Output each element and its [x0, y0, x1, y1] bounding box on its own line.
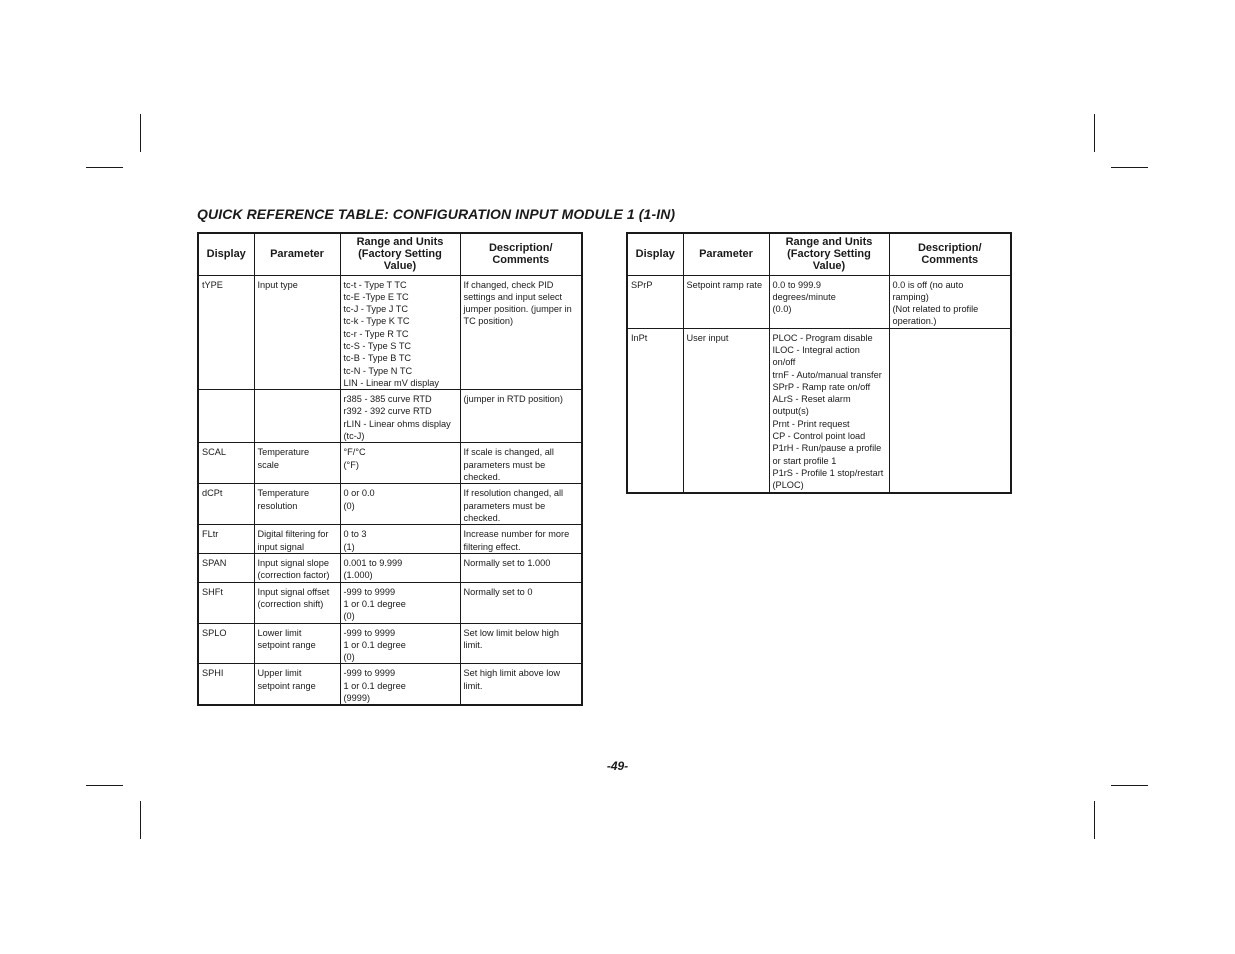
- range-units: 0.001 to 9.999 (1.000): [340, 553, 460, 582]
- description: If scale is changed, all parameters must be checked.: [460, 443, 582, 484]
- table-row: [198, 443, 582, 484]
- page-title: QUICK REFERENCE TABLE: CONFIGURATION INPUT MODULE 1 (1-IN): [197, 206, 676, 222]
- display-code: SHFt: [198, 582, 254, 623]
- header-parameter: Parameter: [254, 233, 340, 275]
- crop-mark: [1094, 801, 1095, 839]
- table-row: [198, 664, 582, 705]
- table-row: [198, 484, 582, 525]
- range-units: °F/°C (°F): [340, 443, 460, 484]
- table-row: [198, 525, 582, 554]
- config-table-left: [197, 232, 583, 706]
- range-units: 0 or 0.0 (0): [340, 484, 460, 525]
- parameter-name: Input signal slope (correction factor): [254, 553, 340, 582]
- page-number: -49-: [606, 759, 629, 773]
- table-row: [627, 275, 1011, 328]
- table-row: [627, 328, 1011, 492]
- crop-mark: [140, 114, 141, 152]
- range-units: 0.0 to 999.9 degrees/minute (0.0): [769, 275, 889, 328]
- description: [889, 328, 1011, 492]
- range-units: -999 to 9999 1 or 0.1 degree (9999): [340, 664, 460, 705]
- table-row: [198, 623, 582, 664]
- display-code: [198, 390, 254, 443]
- parameter-name: Setpoint ramp rate: [683, 275, 769, 328]
- display-code: SPHI: [198, 664, 254, 705]
- description: Normally set to 0: [460, 582, 582, 623]
- range-units: PLOC - Program disable ILOC - Integral action on/off trnF - Auto/manual transfer SPrP - Ramp rate on/off ALrS - Reset alarm output(s) Prnt - Print request CP - Control point load P1rH - Run/pause a profile or start profile 1 P1rS - Profile 1 stop/restart (PLOC): [769, 328, 889, 492]
- header-description: Description/ Comments: [889, 233, 1011, 275]
- header-display: Display: [627, 233, 683, 275]
- display-code: InPt: [627, 328, 683, 492]
- table-row: [198, 390, 582, 443]
- parameter-name: Temperature scale: [254, 443, 340, 484]
- table-row: [198, 275, 582, 390]
- display-code: tYPE: [198, 275, 254, 390]
- crop-mark: [140, 801, 141, 839]
- description: 0.0 is off (no auto ramping) (Not related to profile operation.): [889, 275, 1011, 328]
- crop-mark: [86, 167, 123, 168]
- display-code: dCPt: [198, 484, 254, 525]
- parameter-name: User input: [683, 328, 769, 492]
- header-parameter: Parameter: [683, 233, 769, 275]
- description: Set low limit below high limit.: [460, 623, 582, 664]
- parameter-name: Input type: [254, 275, 340, 390]
- display-code: SPLO: [198, 623, 254, 664]
- parameter-name: Digital filtering for input signal: [254, 525, 340, 554]
- description: If resolution changed, all parameters must be checked.: [460, 484, 582, 525]
- header-description: Description/ Comments: [460, 233, 582, 275]
- crop-mark: [1111, 167, 1148, 168]
- description: Normally set to 1.000: [460, 553, 582, 582]
- range-units: 0 to 3 (1): [340, 525, 460, 554]
- parameter-name: Lower limit setpoint range: [254, 623, 340, 664]
- parameter-name: [254, 390, 340, 443]
- header-display: Display: [198, 233, 254, 275]
- table-row: [198, 553, 582, 582]
- crop-mark: [1111, 785, 1148, 786]
- config-table-right: [626, 232, 1012, 494]
- parameter-name: Temperature resolution: [254, 484, 340, 525]
- parameter-name: Upper limit setpoint range: [254, 664, 340, 705]
- table-row: [198, 582, 582, 623]
- crop-mark: [1094, 114, 1095, 152]
- description: Increase number for more filtering effect.: [460, 525, 582, 554]
- display-code: SCAL: [198, 443, 254, 484]
- display-code: SPAN: [198, 553, 254, 582]
- display-code: FLtr: [198, 525, 254, 554]
- parameter-name: Input signal offset (correction shift): [254, 582, 340, 623]
- display-code: SPrP: [627, 275, 683, 328]
- description: (jumper in RTD position): [460, 390, 582, 443]
- range-units: -999 to 9999 1 or 0.1 degree (0): [340, 623, 460, 664]
- header-range: Range and Units (Factory Setting Value): [340, 233, 460, 275]
- range-units: tc-t - Type T TC tc-E -Type E TC tc-J - Type J TC tc-k - Type K TC tc-r - Type R TC tc-S - Type S TC tc-B - Type B TC tc-N - Type N TC LIN - Linear mV display: [340, 275, 460, 390]
- description: If changed, check PID settings and input select jumper position. (jumper in TC position): [460, 275, 582, 390]
- description: Set high limit above low limit.: [460, 664, 582, 705]
- crop-mark: [86, 785, 123, 786]
- range-units: -999 to 9999 1 or 0.1 degree (0): [340, 582, 460, 623]
- header-range: Range and Units (Factory Setting Value): [769, 233, 889, 275]
- range-units: r385 - 385 curve RTD r392 - 392 curve RTD rLIN - Linear ohms display (tc-J): [340, 390, 460, 443]
